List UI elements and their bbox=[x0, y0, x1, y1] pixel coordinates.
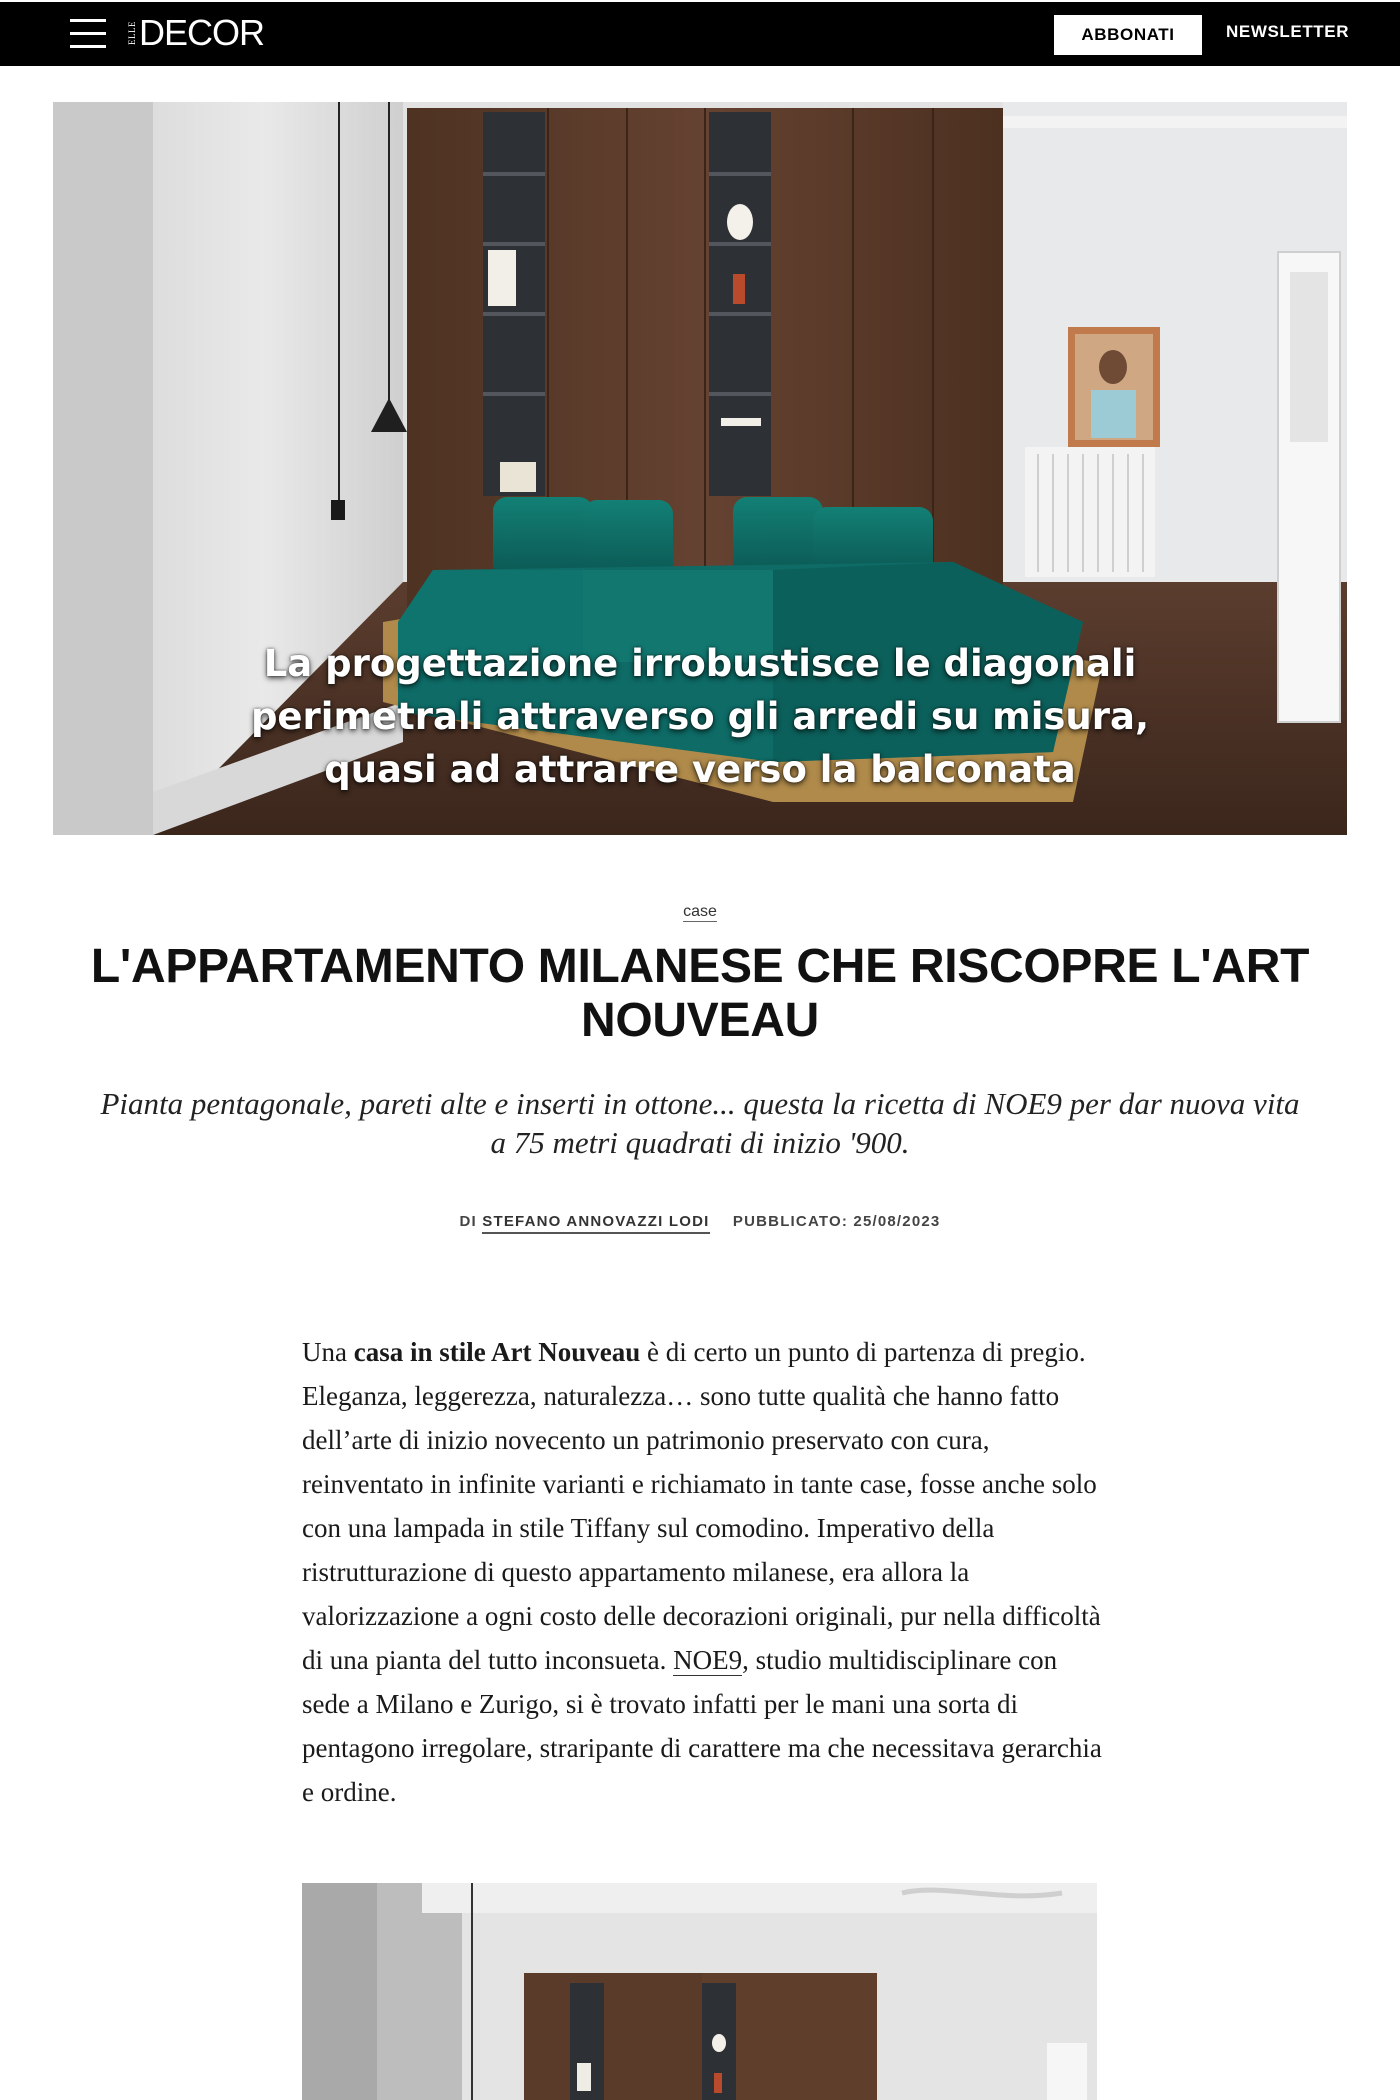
author-link[interactable]: STEFANO ANNOVAZZI LODI bbox=[482, 1213, 709, 1234]
hero-caption-line: La progettazione irrobustisce le diagonali bbox=[263, 642, 1137, 685]
category-tag bbox=[0, 903, 1400, 921]
hero-caption-line: perimetrali attraverso gli arredi su misura, bbox=[250, 695, 1150, 738]
noe9-link[interactable]: NOE9 bbox=[673, 1645, 743, 1675]
paragraph-text: , studio multidisciplinare con sede a Milano e Zurigo, si è trovato infatti per le mani una sorta di pentagono irregolare, straripante di carattere ma che necessitava gerarchia e ordine. bbox=[302, 1645, 1102, 1807]
category-link[interactable]: case bbox=[683, 903, 717, 920]
subscribe-button[interactable]: ABBONATI bbox=[1054, 15, 1202, 55]
article-image bbox=[302, 1883, 1097, 2100]
logo-decor-text: DECOR bbox=[139, 12, 265, 53]
article-image-illustration bbox=[302, 1883, 1097, 2100]
site-logo[interactable] bbox=[128, 12, 264, 54]
hero-caption-line: quasi ad attrarre verso la balconata bbox=[324, 748, 1076, 791]
byline-prefix: DI bbox=[459, 1213, 477, 1230]
paragraph-bold-text: casa in stile Art Nouveau bbox=[353, 1337, 641, 1367]
article-paragraph bbox=[302, 1330, 1102, 1814]
publish-date: PUBBLICATO: 25/08/2023 bbox=[732, 1213, 941, 1230]
menu-icon[interactable] bbox=[70, 19, 106, 49]
hero-image bbox=[53, 102, 1347, 835]
article-title: L'APPARTAMENTO MILANESE CHE RISCOPRE L'ART NOUVEAU bbox=[90, 940, 1310, 1047]
paragraph-text: Una bbox=[302, 1337, 354, 1367]
newsletter-link[interactable]: NEWSLETTER bbox=[1226, 22, 1350, 41]
hero-caption bbox=[53, 637, 1347, 796]
top-navigation-bar bbox=[0, 0, 1400, 66]
paragraph-text: è di certo un punto di partenza di pregio. Eleganza, leggerezza, naturalezza… sono tutte qualità che hanno fatto dell’arte di inizio novecento un patrimonio preservato con cura, reinventato in infinite varianti e richiamato in tante case, fosse anche solo con una lampada in stile Tiffany sul comodino. Imperativo della ristrutturazione di questo appartamento milanese, era allora la valorizzazione a ogni costo delle decorazioni originali, pur nella difficoltà di una pianta del tutto inconsueta. bbox=[302, 1337, 1101, 1675]
article-subtitle: Pianta pentagonale, pareti alte e inserti in ottone... questa la ricetta di NOE9 per dar nuova vita a 75 metri quadrati di inizio '900. bbox=[100, 1086, 1300, 1160]
byline bbox=[0, 1213, 1400, 1230]
logo-elle-text: ELLE bbox=[127, 21, 137, 45]
